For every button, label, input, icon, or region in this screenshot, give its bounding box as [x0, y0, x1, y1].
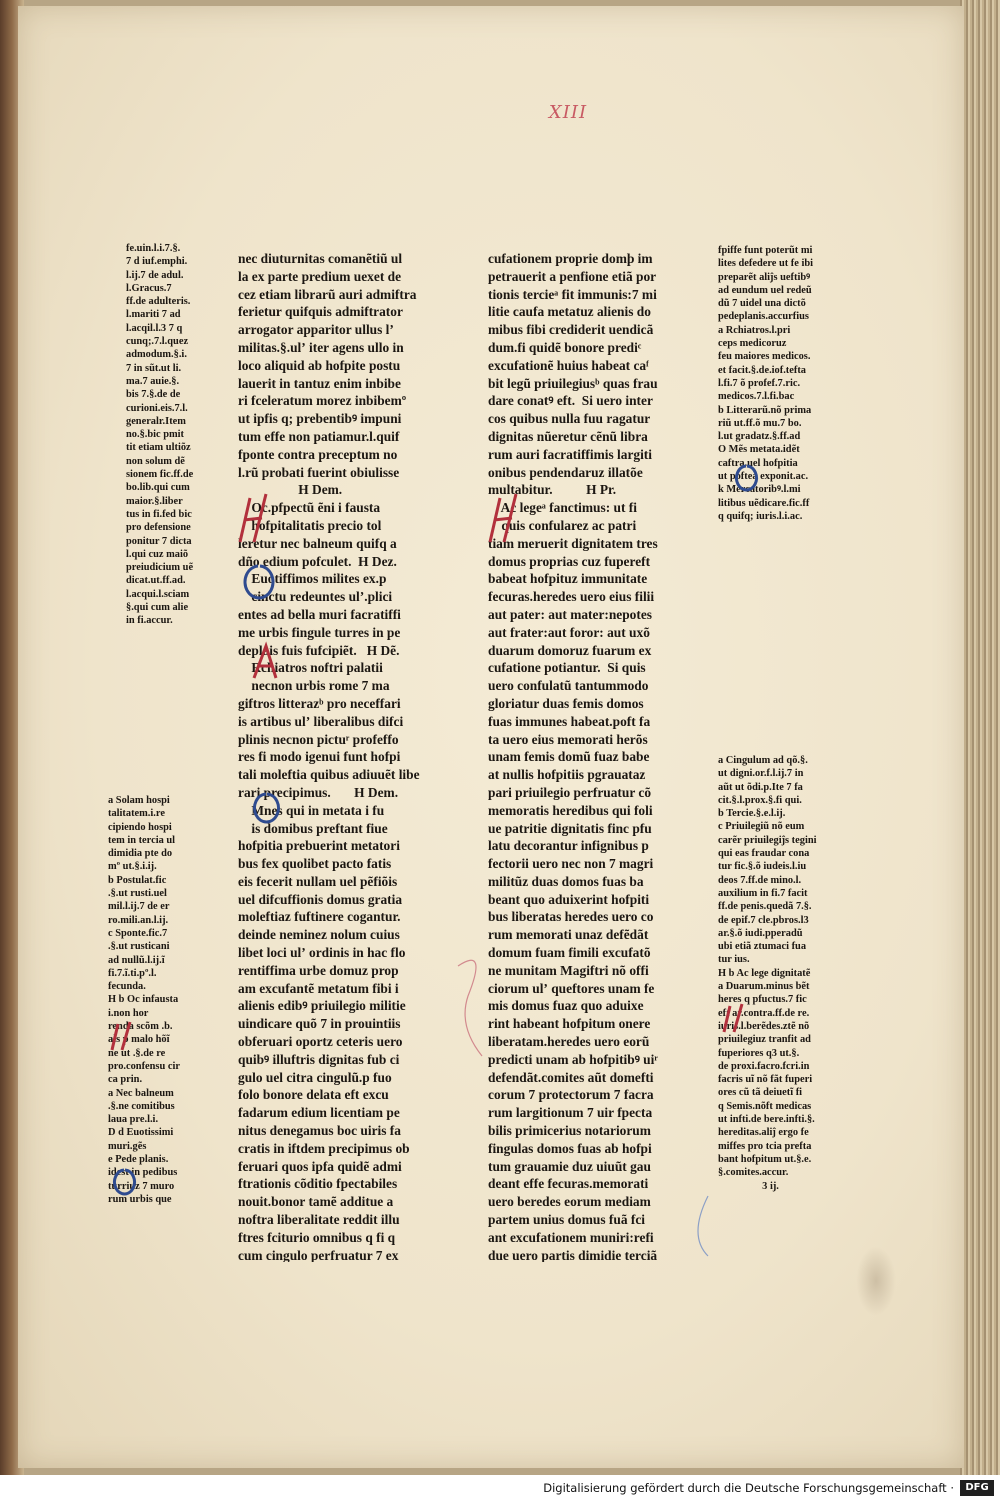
text-line: dũ 7 uidel una dictõ	[718, 298, 806, 310]
text-line: caftra.uel hofpitia	[718, 457, 798, 469]
text-line: pro.confensu cir	[108, 1060, 180, 1072]
text-line: liberatam.heredes uero eorũ	[488, 1034, 650, 1050]
text-line: §.qui cum alie	[126, 602, 189, 614]
text-line: H b Oc infausta	[108, 994, 179, 1006]
text-line: cratis in iftdem precipimus ob	[238, 1140, 410, 1156]
dfg-logo: DFG	[960, 1480, 994, 1496]
text-line: ftres fciturio omnibus q fi q	[238, 1229, 396, 1245]
text-line: rint habeant hofpitum onere	[488, 1016, 651, 1032]
text-line: la ex parte predium uexet de	[238, 268, 402, 284]
text-line: nec diuturnitas comanẽtiũ ul	[238, 251, 403, 266]
text-line: eis fecerit nullam uel pẽfiõis	[238, 873, 398, 889]
text-line: l.rũ probati fuerint obiulisse	[238, 464, 400, 480]
text-line: dicat.ut.ff.ad.	[126, 575, 186, 587]
text-line: cez etiam librarũ auri admiftra	[238, 286, 417, 302]
text-line: due uero partis dimidie terciã	[488, 1247, 658, 1262]
text-line: in fi.accur.	[126, 615, 173, 627]
text-line: b Litterarũ.nõ prima	[718, 404, 812, 416]
text-line: aũt ut õdi.p.Ite 7 fa	[718, 781, 803, 793]
text-line: fponte contra preceptum no	[238, 446, 398, 462]
text-line: me urbis fingule turres in pe	[238, 624, 401, 640]
text-line: uel difcuffionis domus gratia	[238, 891, 403, 907]
text-line: nouit.bonor tamẽ additue a	[238, 1194, 394, 1210]
text-line: ne munitam Magiftri nõ offi	[488, 962, 649, 978]
text-line: feruari quos ipfa quidẽ admi	[238, 1158, 402, 1174]
text-line: 7 in sũt.ut li.	[126, 362, 182, 374]
text-line: militas.§.ulʼ iter agens ullo in	[238, 339, 404, 355]
text-line: pedeplanis.accurfius	[718, 311, 809, 323]
text-line: de epif.7 cle.pbros.l3	[718, 914, 809, 926]
text-line: preiudicium uẽ	[126, 562, 194, 574]
text-line: dum.fi quidẽ bonore prediᶜ	[488, 339, 642, 355]
text-line: aut frater:aut foror: aut uxõ	[488, 624, 650, 640]
text-line: pari priuilegio perfruatur cõ	[488, 784, 652, 800]
gloss-left-top-column	[126, 242, 238, 662]
text-line: l.acqil.l.3 7 q	[126, 322, 183, 334]
text-line: ut poftea exponit.ac.	[718, 471, 809, 483]
text-line: b Tercie.§.e.l.ij.	[718, 808, 786, 820]
text-line: mis domus fuaz quo aduixe	[488, 998, 644, 1014]
text-line: leretur nec balneum quifq a	[238, 535, 397, 551]
text-line: defendãt.comites aũt domefti	[488, 1069, 654, 1085]
text-line: ne ut .§.de re	[108, 1047, 166, 1059]
text-line: priuilegiuz tranfit ad	[718, 1034, 811, 1046]
text-line: rum auri facratiffimis largiti	[488, 446, 652, 462]
text-line: l.ut gradatz.§.ff.ad	[718, 431, 801, 443]
text-line: tem in tercia ul	[108, 834, 176, 846]
text-line: §.comites.accur.	[718, 1167, 789, 1179]
text-line: rum memorati unaz defẽdãt	[488, 927, 649, 943]
text-line: bus fex quolibet pacto fatis	[238, 856, 392, 872]
text-line: cunq;.7.l.quez	[126, 336, 189, 348]
text-line: hofpitia prebuerint metatori	[238, 838, 400, 854]
book-page	[18, 6, 964, 1468]
text-line: ponitur 7 dicta	[126, 535, 192, 547]
text-line: Mnes qui in metata i fu	[238, 802, 385, 818]
text-line: riũ ut.ff.õ mu.7 bo.	[718, 417, 802, 429]
text-line: Euotiffimos milites ex.p	[238, 571, 387, 587]
text-line: ad eundum uel redeũ	[718, 284, 812, 296]
text-line: fe.uin.l.i.7.§.	[126, 243, 181, 254]
text-line: H b Ac lege dignitatẽ	[718, 967, 811, 979]
text-line: fecuras.heredes uero eius filii	[488, 589, 655, 605]
text-line: dare conatꝰ eft. Si uero inter	[488, 393, 653, 409]
text-line: noftra liberalitate reddit illu	[238, 1212, 400, 1228]
text-line: sionem fic.ff.de	[126, 469, 194, 481]
text-line: lauerit in tantuz enim inbibe	[238, 375, 401, 391]
text-line: cit.§.l.prox.§.fi qui.	[718, 794, 802, 806]
text-line: latu decorantur infignibus p	[488, 838, 649, 854]
text-line: ant excufationem muniri:refi	[488, 1229, 654, 1245]
text-line: deplais fuis fufcipiẽt. H Dẽ.	[238, 642, 400, 658]
text-line: res fi modo igenui funt hofpi	[238, 749, 401, 765]
text-line: ff.de adulteris.	[126, 296, 191, 308]
text-line: eft ar.contra.ff.de re.	[718, 1007, 810, 1019]
text-line: non solum dẽ	[126, 455, 185, 467]
text-line: feu maiores medicos.	[718, 351, 811, 363]
text-line: Rchiatros noftri palatii	[238, 660, 383, 676]
text-line: .§.ut rusticani	[108, 941, 170, 953]
text-line: gulo uel citra cingulũ.p fuo	[238, 1069, 392, 1085]
text-line: domus proprias cuz fupereft	[488, 553, 651, 569]
text-line: fecunda.	[108, 981, 146, 993]
text-line: moleftiaz fuftinere cogantur.	[238, 909, 401, 925]
text-line: 3 ij.	[718, 1180, 779, 1192]
gloss-right-top-column	[718, 244, 868, 534]
text-line: tionis tercieᵃ fit immunis:7 mi	[488, 286, 657, 302]
text-line: folo bonore delata eft excu	[238, 1087, 389, 1103]
text-line: deinde neminez nolum cuius	[238, 927, 400, 943]
text-line: fingulas domos fuas ab hofpi	[488, 1140, 652, 1156]
page-stack-edges	[960, 0, 1000, 1475]
text-line: cos quibus nulla fuu ragatur	[488, 411, 651, 427]
text-line: multabitur. H Pr.	[488, 482, 617, 498]
text-line: at nullis hofpitiis pgrauataz	[488, 767, 646, 783]
text-line: Ac legeᵃ fanctimus: ut fi	[488, 500, 637, 516]
text-line: domum fuam fimili excufatõ	[488, 945, 651, 961]
text-line: tum effe non patiamur.l.quif	[238, 428, 400, 444]
text-line: memoratis heredibus qui foli	[488, 802, 653, 818]
text-line: partem unius domus fuã fci	[488, 1212, 645, 1228]
text-line: dño edium pofculet. H Dez.	[238, 553, 397, 569]
text-line: plinis necnon pictuʳ profeffo	[238, 731, 399, 747]
text-line: obferuari oportz ceteris uero	[238, 1034, 403, 1050]
text-line: ut infti.de bere.infti.§.	[718, 1114, 815, 1126]
text-line: litie caufa metatuz alienis do	[488, 304, 651, 320]
text-line: duarum domoruz fuarum ex	[488, 642, 652, 658]
text-line: ut digni.or.f.l.ij.7 in	[718, 768, 804, 780]
text-line: ff.de penis.quedã 7.§.	[718, 901, 812, 913]
text-line: ciorum ulʼ queftores unam fe	[488, 980, 655, 996]
main-text-column-left	[238, 250, 464, 1262]
text-line: a Nec balneum	[108, 1087, 174, 1099]
text-line: b Postulat.fic	[108, 874, 167, 886]
paper-stain	[856, 1246, 896, 1316]
text-line: preparẽt aliĵs ueftibꝰ	[718, 271, 811, 283]
text-line: bo.lib.qui cum	[126, 482, 190, 494]
text-line: tus in fi.fed bic	[126, 508, 192, 520]
text-line: et facit.§.de.iof.tefta	[718, 364, 806, 376]
text-line: .§.ne comitibus	[108, 1100, 175, 1112]
gloss-right-bottom-column	[718, 754, 868, 1204]
text-line: uero confulatũ tantummodo	[488, 678, 649, 694]
text-line: nitus denegamus boc uiris fa	[238, 1123, 401, 1139]
text-line: O Mẽs metata.idẽt	[718, 444, 800, 456]
text-line: bilis primicerius notariorum	[488, 1123, 651, 1139]
text-line: generalr.Item	[126, 415, 186, 427]
text-line: miffes pro tcia prefta	[718, 1140, 812, 1152]
text-line: l.fi.7 õ profef.7.ric.	[718, 377, 801, 389]
text-line: maior.§.liber	[126, 495, 183, 507]
text-line: de proxi.facro.fcri.in	[718, 1060, 810, 1072]
text-line: carẽr priuilegiĵs tegini	[718, 834, 817, 846]
text-line: cinctu redeuntes ulʼ.plici	[238, 589, 393, 605]
text-line: q Semis.nõft medicas	[718, 1100, 812, 1112]
text-line: ca prin.	[108, 1074, 143, 1086]
text-line: ferietur quifquis admiftrator	[238, 304, 403, 320]
text-line: tum grauamie duz uiuũt gau	[488, 1158, 651, 1174]
text-line: lites defedere ut fe ibi	[718, 258, 814, 270]
text-line: ue patritie dignitatis finc pfu	[488, 820, 652, 836]
text-line: muri.gẽs	[108, 1140, 147, 1152]
text-line: a Solam hospi	[108, 795, 170, 806]
text-line: ftrationis cõditio fpectabiles	[238, 1176, 398, 1192]
text-line: facris uĩ nõ fãt fuperi	[718, 1074, 813, 1086]
text-line: ad nullũ.l.ij.ĩ	[108, 954, 165, 966]
text-line: H Dem.	[238, 482, 343, 498]
text-line: e Pede planis.	[108, 1154, 169, 1166]
text-line: a Cingulum ad qõ.§.	[718, 755, 808, 766]
text-line: bus liberatas heredes uero co	[488, 909, 654, 925]
text-line: arrogator apparitor ullus lʼ	[238, 322, 394, 338]
text-line: uero beredes eorum mediam	[488, 1194, 651, 1210]
text-line: mil.l.ij.7 de er	[108, 901, 170, 913]
text-line: rari precipimus. H Dem.	[238, 784, 399, 800]
text-line: mº ut.§.i.ij.	[108, 861, 157, 873]
text-line: ar.§.õ iudi.pperadũ	[718, 927, 803, 939]
text-line: militũz duas domos fuas ba	[488, 873, 644, 889]
text-line: dignitas nũeretur cẽnũ libra	[488, 428, 648, 444]
text-line: a Rchiatros.l.pri	[718, 324, 791, 336]
footer-bar	[0, 1475, 1000, 1502]
text-line: tiam meruerit dignitatem tres	[488, 535, 658, 551]
text-line: ut ipfis q; prebentibꝰ impuni	[238, 411, 402, 427]
text-line: giftros litterazᵇ pro neceffari	[238, 695, 401, 711]
text-line: D d Euotissimi	[108, 1127, 174, 1139]
text-line: cum cingulo perfruatur 7 ex	[238, 1247, 399, 1262]
text-line: corum 7 protectorum 7 facra	[488, 1087, 654, 1103]
text-line: ores cũ tã deiuetĩ fi	[718, 1087, 803, 1099]
text-line: rum urbis que	[108, 1193, 172, 1205]
main-text-column-right	[488, 250, 714, 1262]
text-line: idest in pedibus	[108, 1167, 178, 1179]
text-line: c Sponte.fic.7	[108, 927, 168, 939]
text-line: fpiffe funt poterũt mi	[718, 245, 813, 256]
text-line: deant effe fecuras.memorati	[488, 1176, 649, 1192]
text-line: beant quo aduixerint hofpiti	[488, 891, 650, 907]
text-line: renda scõm .b.	[108, 1021, 173, 1033]
text-line: ceps medicoruz	[718, 338, 787, 350]
text-line: tit etiam ultiõz	[126, 442, 191, 454]
text-line: petrauerit a penfione etiã por	[488, 268, 657, 284]
text-line: bant hofpitum ut.§.e.	[718, 1153, 812, 1165]
text-line: fuas immunes habeat.poft fa	[488, 713, 651, 729]
text-line: l.mariti 7 ad	[126, 309, 181, 321]
text-line: fadarum edium licentiam pe	[238, 1105, 400, 1121]
text-line: cipiendo hospi	[108, 821, 172, 833]
text-line: heres q pfuctus.7 fic	[718, 994, 807, 1006]
text-line: laua pre.l.i.	[108, 1114, 159, 1126]
text-line: no.§.bic pmit	[126, 429, 185, 441]
text-line: bit legũ priuilegiusᵇ quas frau	[488, 375, 658, 391]
text-line: hereditas.aliĵ ergo fe	[718, 1127, 809, 1139]
text-line: l.qui cuz maiõ	[126, 548, 189, 560]
text-line: ubi etiã ztumaci fua	[718, 941, 807, 953]
text-line: tur fic.§.õ iudeis.l.iu	[718, 861, 807, 873]
text-line: Oc.pfpectũ ẽni i fausta	[238, 500, 381, 516]
text-line: k Mercatoribꝰ.l.mi	[718, 484, 801, 496]
text-line: pro defensione	[126, 522, 191, 534]
text-line: iuris.l.berẽdes.ztẽ nõ	[718, 1020, 810, 1032]
text-line: als p malo hõĩ	[108, 1034, 170, 1046]
text-line: quibꝰ illuftris dignitas fub ci	[238, 1051, 400, 1067]
text-line: tali moleftia quibus adiuuẽt libe	[238, 767, 420, 783]
text-line: fuperiores q3 ut.§.	[718, 1047, 800, 1059]
text-line: 7 d iuf.emphi.	[126, 256, 188, 268]
text-line: mibus fibi crediderit uendicã	[488, 322, 654, 338]
text-line: unam femis domũ fuaz babe	[488, 749, 650, 765]
text-line: deos 7.ff.de mino.l.	[718, 874, 802, 886]
text-line: ma.7 auie.§.	[126, 375, 180, 387]
text-line: rum largitionum 7 uir fpecta	[488, 1105, 653, 1121]
text-line: talitatem.i.re	[108, 808, 165, 820]
text-line: ro.mili.an.l.ij.	[108, 914, 169, 926]
text-line: cufatione potiantur. Si quis	[488, 660, 646, 676]
text-line: uindicare quõ 7 in prouintiis	[238, 1016, 401, 1032]
text-line: l.acqui.l.sciam	[126, 588, 190, 600]
text-line: medicos.7.l.fi.bac	[718, 391, 795, 403]
text-line: onibus pendendaruz illatõe	[488, 464, 643, 480]
text-line: quis confularez ac patri	[488, 517, 637, 533]
text-line: .§.ut rusti.uel	[108, 888, 167, 900]
text-line: libet loci ulʼ ordinis in hac flo	[238, 945, 406, 961]
text-line: predicti unam ab hofpitibꝰ uiʳ	[488, 1051, 658, 1067]
text-line: a Duarum.minus bẽt	[718, 981, 810, 993]
text-line: l.Gracus.7	[126, 282, 172, 294]
text-line: cufationem proprie domþ im	[488, 251, 653, 266]
text-line: dimidia pte do	[108, 848, 173, 860]
text-line: babeat hofpituz immunitate	[488, 571, 648, 587]
text-line: fectorii uero nec non 7 magri	[488, 856, 654, 872]
text-line: l.ij.7 de adul.	[126, 269, 184, 281]
text-line: ta uero eius memorati herõs	[488, 731, 648, 747]
text-line: ri fceleratum morez inbibemº	[238, 393, 407, 409]
text-line: admodum.§.i.	[126, 349, 187, 361]
text-line: litibus uẽdicare.fic.ff	[718, 497, 810, 509]
text-line: curioni.eis.7.l.	[126, 402, 188, 414]
footer-funding-text: Digitalisierung gefördert durch die Deutsche Forschungsgemeinschaft ·	[543, 1481, 954, 1495]
text-line: auxilium in fi.7 facit	[718, 887, 808, 899]
text-line: fi.7.ĩ.ti.pº.l.	[108, 967, 157, 979]
text-line: q quifq; iuris.l.i.ac.	[718, 510, 803, 522]
text-line: hofpitalitatis precio tol	[238, 517, 382, 533]
text-line: tur ius.	[718, 954, 750, 966]
text-line: qui eas fraudar cona	[718, 848, 810, 860]
text-line: alienis edibꝰ priuilegio militie	[238, 998, 406, 1014]
text-line: loco aliquid ab hofpite postu	[238, 357, 401, 373]
text-line: am excufantẽ metatum fibi i	[238, 980, 399, 996]
text-line: excufationẽ huius habeat caᶠ	[488, 357, 649, 373]
text-line: is artibus ulʼ liberalibus difci	[238, 713, 404, 729]
folio-number: XIII	[548, 102, 588, 123]
text-line: bis 7.§.de de	[126, 389, 181, 401]
text-line: entes ad bella muri facratiffi	[238, 606, 401, 622]
text-line: aut pater: aut mater:nepotes	[488, 606, 652, 622]
text-line: turriuz 7 muro	[108, 1180, 175, 1192]
text-line: rentiffima urbe domuz prop	[238, 962, 399, 978]
text-line: gloriatur duas femis domos	[488, 695, 644, 711]
text-line: necnon urbis rome 7 ma	[238, 678, 390, 694]
text-line: i.non hor	[108, 1007, 149, 1019]
gloss-left-bottom-column	[108, 794, 238, 1224]
text-line: is domibus preftant fiue	[238, 820, 388, 836]
text-line: c Priuilegiũ nõ eum	[718, 821, 805, 833]
